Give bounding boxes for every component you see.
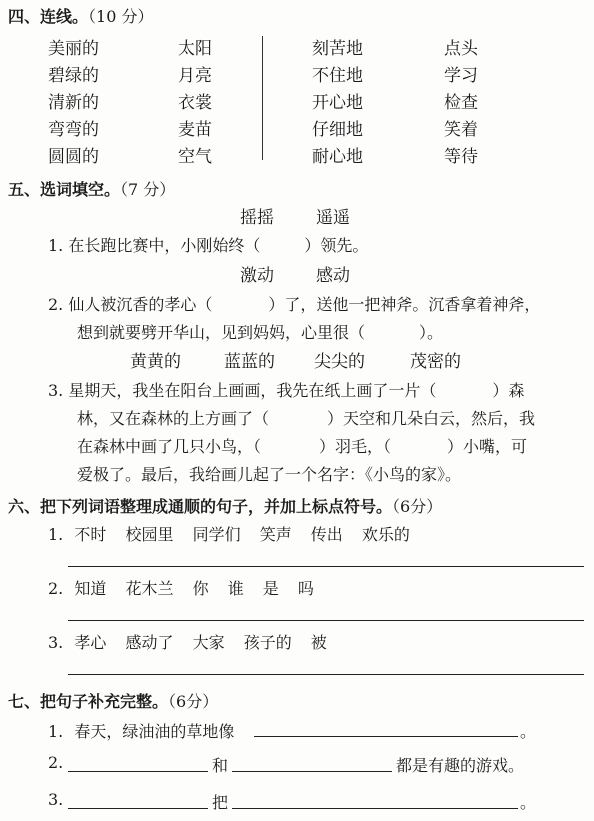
question-6-3	[48, 630, 327, 653]
question-5-3-line-4: 爱极了。最后，我给画儿起了一个名字：《小鸟的家》。	[77, 465, 462, 484]
word-option: 遥遥	[316, 208, 350, 228]
question-number: 2.	[48, 579, 64, 598]
section-4-score: （10 分）	[88, 7, 154, 26]
word-option: 黄黄的	[130, 352, 181, 372]
word: 学习	[444, 66, 478, 86]
word-option: 蓝蓝的	[224, 352, 275, 372]
word-chip: 感动了	[125, 633, 174, 652]
word-option: 激动	[240, 266, 274, 286]
question-text: 春天，绿油油的草地像	[74, 722, 235, 741]
column-divider	[262, 36, 263, 160]
word: 开心地	[312, 93, 363, 113]
answer-line[interactable]	[232, 771, 392, 772]
answer-line[interactable]	[68, 620, 584, 621]
question-text: ）了，送他一把神斧。沉香拿着神斧，	[268, 295, 541, 314]
question-text: ）。	[419, 323, 444, 342]
question-text: 林，又在森林的上方画了（	[77, 409, 270, 428]
word: 不住地	[312, 66, 363, 86]
word-chip: 知道	[74, 579, 107, 598]
section-7-score: （6分）	[168, 692, 219, 711]
word: 清新的	[48, 93, 99, 113]
section-5-title	[8, 177, 175, 200]
word: 碧绿的	[48, 66, 99, 86]
word-chip: 被	[310, 633, 327, 652]
word-option: 尖尖的	[314, 352, 365, 372]
word: 圆圆的	[48, 147, 99, 167]
word: 等待	[444, 147, 478, 167]
question-6-2	[48, 576, 314, 599]
question-5-2-line-2	[77, 320, 443, 343]
word: 太阳	[178, 39, 212, 59]
word-chip: 孩子的	[243, 633, 292, 652]
word: 月亮	[178, 66, 212, 86]
word: 点头	[444, 39, 478, 59]
word-chip: 欢乐的	[361, 525, 410, 544]
question-text: ）小嘴，可	[447, 437, 528, 456]
question-number: 2.	[48, 753, 64, 772]
answer-line[interactable]	[68, 808, 208, 809]
answer-line[interactable]	[254, 736, 518, 737]
word: 检查	[444, 93, 478, 113]
word: 仔细地	[312, 120, 363, 140]
word: 耐心地	[312, 147, 363, 167]
word-chip: 吗	[297, 579, 314, 598]
question-text: 想到就要劈开华山，见到妈妈，心里很（	[77, 323, 366, 342]
word-chip: 不时	[74, 525, 107, 544]
question-number: 1.	[48, 236, 64, 255]
section-4-heading: 四、连线。	[8, 7, 89, 26]
section-5-score: （7 分）	[120, 180, 176, 199]
word-chip: 传出	[310, 525, 343, 544]
question-text: 在长跑比赛中，小刚始终（	[68, 236, 261, 255]
question-7-1	[48, 719, 234, 742]
word: 空气	[178, 147, 212, 167]
answer-line[interactable]	[232, 808, 518, 809]
question-number: 1.	[48, 525, 64, 544]
question-6-1	[48, 522, 410, 545]
section-6-score: （6分）	[392, 497, 443, 516]
question-5-3-line-3	[77, 434, 527, 457]
word-chip: 你	[192, 579, 209, 598]
sentence-end: 。	[520, 722, 537, 741]
word: 衣裳	[178, 93, 212, 113]
word: 麦苗	[178, 120, 212, 140]
question-number: 3.	[48, 381, 64, 400]
word: 美丽的	[48, 39, 99, 59]
word-option: 茂密的	[410, 352, 461, 372]
word-chip: 笑声	[259, 525, 292, 544]
answer-line[interactable]	[68, 566, 584, 567]
question-5-3-line-1	[48, 378, 524, 401]
question-text: 仙人被沉香的孝心（	[68, 295, 213, 314]
answer-line[interactable]	[68, 674, 584, 675]
question-text: 把	[212, 793, 229, 812]
word-chip: 孝心	[74, 633, 107, 652]
word-chip: 同学们	[192, 525, 241, 544]
question-5-2-line-1	[48, 292, 540, 315]
question-number: 1.	[48, 722, 64, 741]
word-chip: 谁	[227, 579, 244, 598]
word-option: 感动	[316, 266, 350, 286]
section-7-title	[8, 689, 218, 712]
word-option: 摇摇	[240, 208, 274, 228]
question-text: ）天空和几朵白云，然后，我	[327, 409, 536, 428]
question-text: 星期天，我坐在阳台上画画，我先在纸上画了一片（	[68, 381, 437, 400]
question-number: 3.	[48, 790, 64, 809]
question-5-3-line-2	[77, 406, 535, 429]
question-number: 2.	[48, 295, 64, 314]
question-text: ）森	[492, 381, 525, 400]
question-text: ）领先。	[304, 236, 369, 255]
answer-line[interactable]	[68, 771, 208, 772]
word-chip: 花木兰	[125, 579, 174, 598]
word: 弯弯的	[48, 120, 99, 140]
word-chip: 大家	[192, 633, 225, 652]
word: 刻苦地	[312, 39, 363, 59]
word-chip: 是	[262, 579, 279, 598]
word-chip: 校园里	[125, 525, 174, 544]
question-5-1	[48, 233, 368, 256]
section-6-title	[8, 494, 442, 517]
question-number: 3.	[48, 633, 64, 652]
section-5-heading: 五、选词填空。	[8, 180, 121, 199]
question-text: 在森林中画了几只小鸟，（	[77, 437, 262, 456]
question-text: ）羽毛，（	[319, 437, 392, 456]
section-7-heading: 七、把句子补充完整。	[8, 692, 169, 711]
sentence-end: 。	[520, 793, 537, 812]
word: 笑着	[444, 120, 478, 140]
section-4-title	[8, 4, 153, 27]
section-6-heading: 六、把下列词语整理成通顺的句子，并加上标点符号。	[8, 497, 393, 516]
question-text: 和	[212, 756, 229, 775]
question-text: 都是有趣的游戏。	[396, 756, 525, 775]
